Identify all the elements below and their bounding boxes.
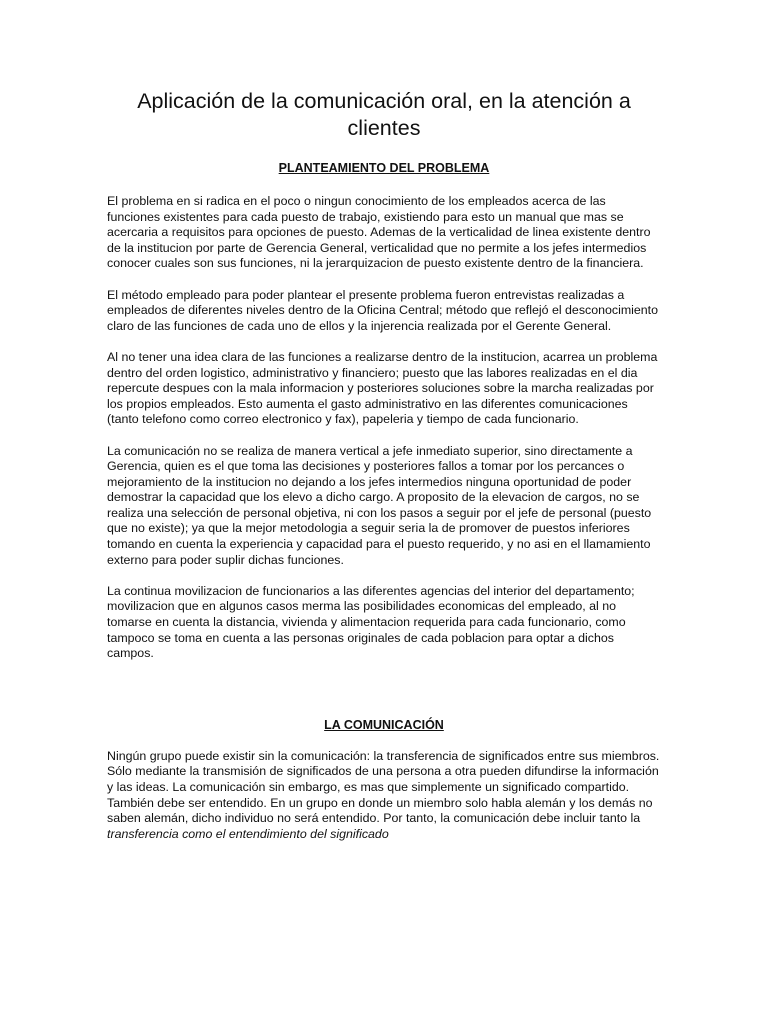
- paragraph-text: Ningún grupo puede existir sin la comunicación: la transferencia de significados entre sus miembros. Sólo mediante la transmisión de significados de una persona a otra pueden difundirse la información y las ideas. La comunicación sin embargo, es mas que simplemente un significado compartido. También debe ser entendido. En un grupo en donde un miembro solo habla alemán y los demás no saben alemán, dicho individuo no será entendido. Por tanto, la comunicación debe incluir tanto la: [107, 748, 660, 826]
- document-page: [0, 88, 768, 1024]
- section-heading-planteamiento: PLANTEAMIENTO DEL PROBLEMA: [278, 161, 490, 175]
- paragraph-italic-text: transferencia como el entendimiento del significado: [107, 826, 389, 841]
- paragraph: El problema en si radica en el poco o ningun conocimiento de los empleados acerca de las funciones existentes para cada puesto de trabajo, existiendo para esto un manual que mas se acercaria a requisitos para opciones de puesto. Ademas de la verticalidad de linea existente dentro de la institucion por parte de Gerencia General, verticalidad que no permite a los jefes intermedios conocer cuales son sus funciones, ni la jerarquizacion de puesto existente dentro de la financiera.: [107, 194, 651, 271]
- paragraph: La comunicación no se realiza de manera vertical a jefe inmediato superior, sino directamente a Gerencia, quien es el que toma las decisiones y posteriores fallos a tomar por los percances o mejoramiento de la institucion no dejando a los jefes intermedios ninguna oportunidad de poder demostrar la capacidad que los elevo a dicho cargo. A proposito de la elevacion de cargos, no se realiza una selección de personal objetiva, ni con los pasos a seguir por el jefe de personal (puesto que no existe); ya que la mejor metodologia a seguir seria la de promover de puestos inferiores tomando en cuenta la experiencia y capacidad para el puesto requerido, y no asi en el llamamiento externo para poder suplir dichas funciones.: [107, 443, 652, 567]
- paragraph: [107, 749, 661, 843]
- paragraph: El método empleado para poder plantear el presente problema fueron entrevistas realizadas a empleados de diferentes niveles dentro de la Oficina Central; método que reflejó el desconocimiento claro de las funciones de cada uno de ellos y la injerencia realizada por el Gerente General.: [107, 287, 659, 333]
- section-heading-comunicacion: LA COMUNICACIÓN: [324, 717, 444, 732]
- paragraph: La continua movilizacion de funcionarios a las diferentes agencias del interior del departamento; movilizacion que en algunos casos merma las posibilidades economicas del empleado, al no tomarse en cuenta la distancia, vivienda y alimentacion requerida para cada funcionario, como tampoco se toma en cuenta a las personas originales de cada poblacion para optar a dichos campos.: [107, 583, 635, 661]
- page-title: Aplicación de la comunicación oral, en la atención a clientes: [137, 89, 631, 140]
- paragraph: Al no tener una idea clara de las funciones a realizarse dentro de la institucion, acarrea un problema dentro del orden logistico, administrativo y financiero; puesto que las labores realizadas en el dia repercute despues con la mala informacion y posteriores soluciones sobre la marcha realizadas por los propios empleados. Esto aumenta el gasto administrativo en las diferentes comunicaciones (tanto telefono como correo electronico y fax), papeleria y tiempo de cada funcionario.: [107, 349, 658, 427]
